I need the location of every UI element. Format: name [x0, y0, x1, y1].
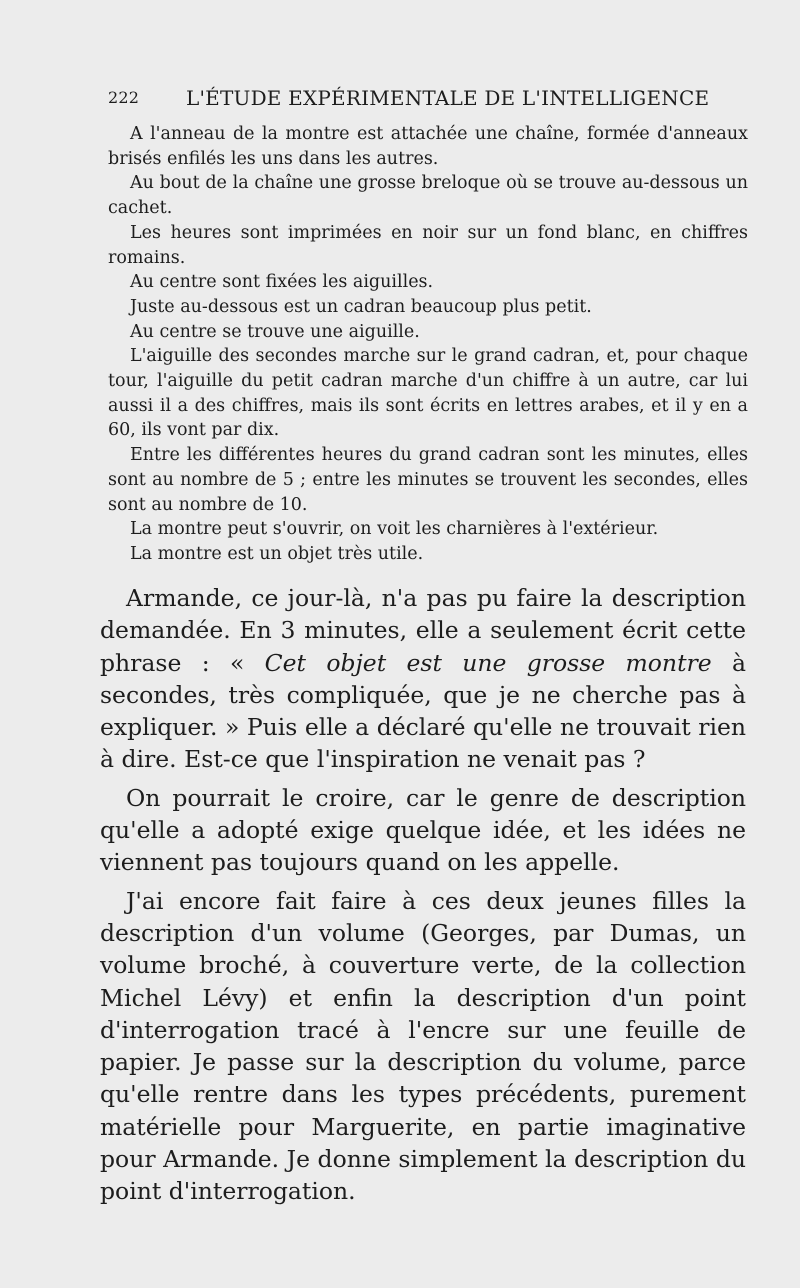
body-paragraph: J'ai encore fait faire à ces deux jeunes filles la description d'un volume (Georges, par Dumas, un volume broché, à couverture verte, de la collection Michel Lévy) et enfin la description d'un point d'interrogation tracé à l'encre sur une feuille de papier. Je passe sur la description du volume, parce qu'elle rentre dans les types précédents, purement matérielle pour Marguerite, en partie imaginative pour Armande. Je donne simplement la description du point d'interrogation. [100, 886, 746, 1206]
body-paragraph [100, 582, 746, 776]
quoted-paragraph: Juste au-dessous est un cadran beaucoup plus petit. [130, 296, 592, 317]
body-text-run: à secondes, très compliquée, que je ne cherche pas à expliquer. » Puis elle a déclaré qu'elle ne trouvait rien à dire. Est-ce que l'inspiration ne venait pas ? [100, 648, 746, 774]
quoted-description-block [108, 122, 748, 567]
quoted-paragraph: L'aiguille des secondes marche sur le grand cadran, et, pour chaque tour, l'aiguille du petit cadran marche d'un chiffre à un autre, car lui aussi il a des chiffres, mais ils sont écrits en lettres arabes, et il y en a 60, ils vont par dix. [108, 346, 748, 441]
quoted-paragraph: Entre les différentes heures du grand cadran sont les minutes, elles sont au nombre de 5 ; entre les minutes se trouvent les secondes, elles sont au nombre de 10. [108, 445, 748, 515]
running-title: L'ÉTUDE EXPÉRIMENTALE DE L'INTELLIGENCE [186, 86, 710, 110]
body-text [100, 582, 746, 1208]
quoted-paragraph: Au bout de la chaîne une grosse breloque où se trouve au-dessous un cachet. [108, 173, 748, 219]
body-paragraph: On pourrait le croire, car le genre de description qu'elle a adopté exige quelque idée, et les idées ne viennent pas toujours quand on les appelle. [100, 783, 746, 877]
quoted-paragraph: Les heures sont imprimées en noir sur un fond blanc, en chiffres romains. [108, 222, 748, 268]
italic-quote: Cet objet est une grosse montre [264, 648, 712, 677]
quoted-paragraph: A l'anneau de la montre est attachée une chaîne, formée d'anneaux brisés enfilés les uns dans les autres. [108, 124, 748, 169]
quoted-paragraph: La montre peut s'ouvrir, on voit les charnières à l'extérieur. [130, 519, 659, 540]
page-number: 222 [108, 88, 140, 107]
quoted-paragraph: Au centre se trouve une aiguille. [130, 321, 420, 342]
quoted-paragraph: La montre est un objet très utile. [130, 543, 424, 564]
body-text-run: Armande, ce jour-là, n'a pas pu faire la description demandée. En 3 minutes, elle a seulement écrit cette phrase : « [100, 584, 746, 677]
quoted-paragraph: Au centre sont fixées les aiguilles. [130, 272, 434, 293]
running-header [108, 86, 708, 110]
